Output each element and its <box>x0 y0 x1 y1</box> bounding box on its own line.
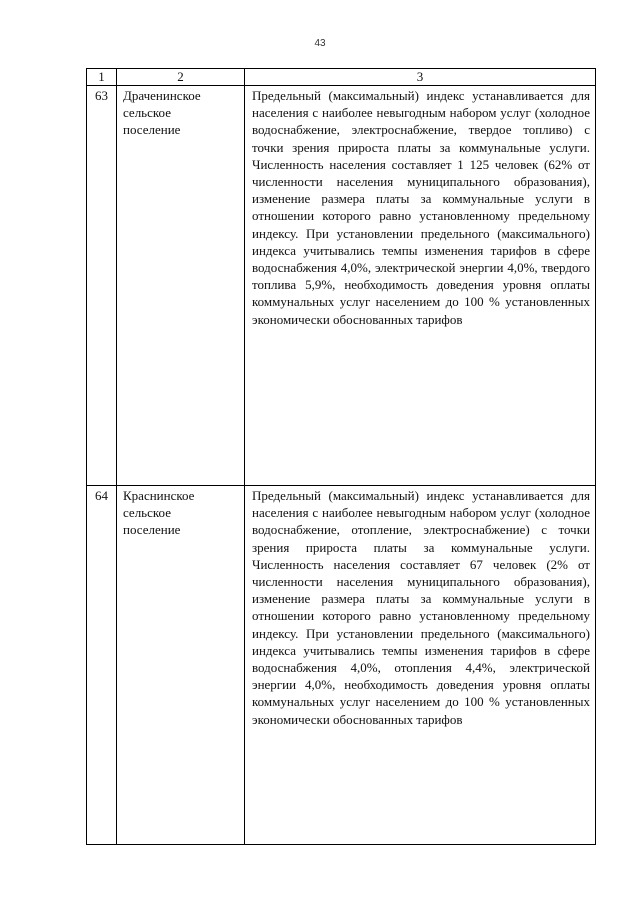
column-header-1: 1 <box>87 69 117 86</box>
settlement-name-line: Драченинское <box>123 88 201 103</box>
index-description <box>245 86 596 486</box>
settlement-name-line: поселение <box>123 522 181 537</box>
index-description <box>245 486 596 845</box>
index-description-text: Предельный (максимальный) индекс устанавливается для населения с наиболее невыгодным набором услуг (холодное водоснабжение, отопление, электроснабжение) с точки зрения прироста платы за коммунальные услуги. Численность населения составляет 67 человек (2% от численности населения муниципального образования), изменение размера платы за коммунальные услуги в отношении которого равно установленному предельному индексу. При установлении предельного (максимального) индекса учитывались темпы изменения тарифов в сфере водоснабжения 4,0%, отопления 4,4%, электрической энергии 4,0%, необходимость доведения уровня оплаты коммунальных услуг населением до 100 % установленных экономически обоснованных тарифов <box>252 488 590 727</box>
settlement-name-line: сельское <box>123 105 171 120</box>
table-header-row <box>87 69 596 86</box>
index-description-text: Предельный (максимальный) индекс устанавливается для населения с наиболее невыгодным набором услуг (холодное водоснабжение, электроснабжение, твердое топливо) с точки зрения прироста платы за коммунальные услуги. Численность населения составляет 1 125 человек (62% от численности населения муниципального образования), изменение размера платы за коммунальные услуги в отношении которого равно установленному предельному индексу. При установлении предельного (максимального) индекса учитывались темпы изменения тарифов в сфере водоснабжения 4,0%, электрической энергии 4,0%, твердого топлива 5,9%, необходимость доведения уровня оплаты коммунальных услуг населением до 100 % установленных экономически обоснованных тарифов <box>252 88 590 327</box>
document-table <box>86 68 596 845</box>
settlement-name-line: поселение <box>123 122 181 137</box>
table-row <box>87 86 596 486</box>
row-number: 63 <box>87 86 117 486</box>
row-number: 64 <box>87 486 117 845</box>
column-header-3: 3 <box>245 69 596 86</box>
settlement-name-line: Краснинское <box>123 488 195 503</box>
column-header-2: 2 <box>117 69 245 86</box>
settlement-name-line: сельское <box>123 505 171 520</box>
settlement-name <box>117 86 245 486</box>
settlement-name <box>117 486 245 845</box>
page-number: 43 <box>314 38 326 49</box>
table-row <box>87 486 596 845</box>
